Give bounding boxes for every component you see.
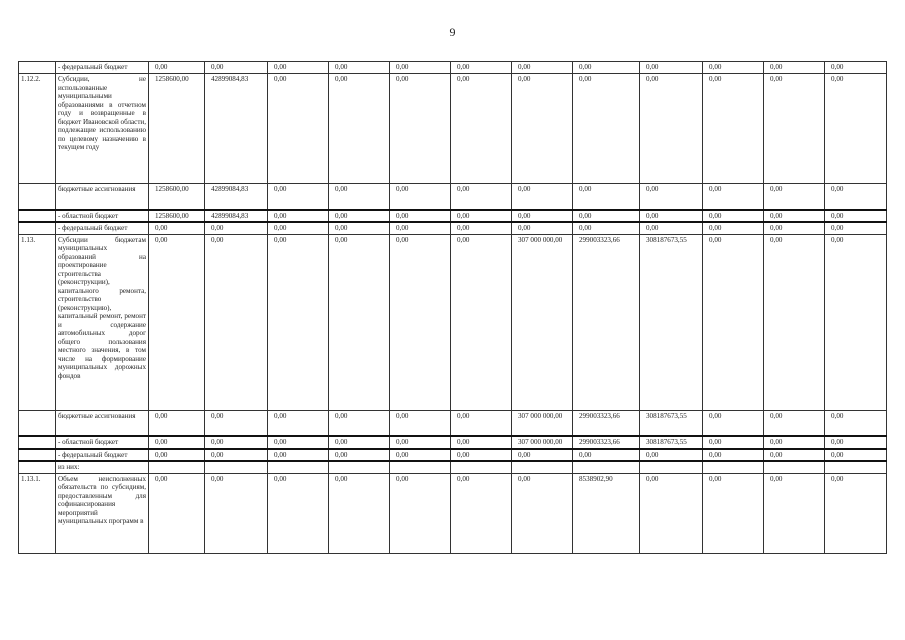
value-cell: 0,00	[451, 449, 512, 462]
row-code	[19, 461, 56, 473]
value-cell: 0,00	[640, 74, 703, 184]
row-label: из них:	[56, 461, 149, 473]
value-cell: 0,00	[205, 62, 268, 74]
value-cell: 0,00	[390, 222, 451, 234]
row-label: Объем неисполненных обязательств по субсидиям, предоставленным для софинансирования мероприятий муниципальных программ в	[56, 473, 149, 553]
value-cell: 0,00	[329, 449, 390, 462]
value-cell: 307 000 000,00	[512, 410, 573, 436]
value-cell: 0,00	[512, 74, 573, 184]
value-cell	[764, 461, 825, 473]
value-cell: 0,00	[703, 184, 764, 210]
value-cell: 0,00	[329, 184, 390, 210]
value-cell: 0,00	[205, 473, 268, 553]
value-cell: 0,00	[205, 234, 268, 410]
value-cell: 1258600,00	[149, 74, 205, 184]
table-row	[19, 74, 887, 184]
table-row	[19, 461, 887, 473]
value-cell: 0,00	[268, 210, 329, 223]
page-number: 9	[449, 25, 456, 39]
value-cell: 0,00	[573, 449, 640, 462]
value-cell: 0,00	[573, 210, 640, 223]
value-cell	[703, 461, 764, 473]
table-row	[19, 184, 887, 210]
row-code: 1.12.2.	[19, 74, 56, 184]
value-cell: 0,00	[451, 410, 512, 436]
value-cell: 308187673,55	[640, 436, 703, 449]
value-cell: 0,00	[764, 210, 825, 223]
row-code	[19, 62, 56, 74]
value-cell: 0,00	[703, 473, 764, 553]
value-cell: 0,00	[764, 234, 825, 410]
value-cell: 0,00	[825, 473, 887, 553]
value-cell: 0,00	[512, 210, 573, 223]
value-cell: 0,00	[512, 62, 573, 74]
row-label: - областной бюджет	[56, 436, 149, 449]
value-cell: 0,00	[703, 222, 764, 234]
row-code	[19, 210, 56, 223]
row-code	[19, 410, 56, 436]
value-cell: 0,00	[268, 62, 329, 74]
table-row	[19, 449, 887, 462]
value-cell: 0,00	[825, 222, 887, 234]
value-cell: 0,00	[390, 210, 451, 223]
value-cell: 0,00	[703, 210, 764, 223]
table-row	[19, 210, 887, 223]
value-cell: 0,00	[390, 449, 451, 462]
value-cell: 0,00	[512, 184, 573, 210]
value-cell: 0,00	[451, 74, 512, 184]
row-code: 1.13.	[19, 234, 56, 410]
value-cell: 0,00	[390, 184, 451, 210]
value-cell: 307 000 000,00	[512, 436, 573, 449]
value-cell: 0,00	[703, 410, 764, 436]
value-cell: 0,00	[573, 184, 640, 210]
value-cell: 0,00	[451, 222, 512, 234]
value-cell: 299003323,66	[573, 436, 640, 449]
value-cell: 1258600,00	[149, 184, 205, 210]
budget-table	[18, 61, 887, 554]
value-cell: 0,00	[703, 234, 764, 410]
row-code	[19, 222, 56, 234]
value-cell: 0,00	[268, 74, 329, 184]
value-cell: 0,00	[825, 436, 887, 449]
value-cell: 1258600,00	[149, 210, 205, 223]
value-cell: 0,00	[390, 473, 451, 553]
value-cell: 0,00	[512, 222, 573, 234]
value-cell: 0,00	[703, 436, 764, 449]
value-cell: 0,00	[149, 222, 205, 234]
value-cell: 0,00	[329, 436, 390, 449]
value-cell: 0,00	[573, 74, 640, 184]
value-cell: 0,00	[268, 436, 329, 449]
row-label: - федеральный бюджет	[56, 449, 149, 462]
value-cell: 0,00	[764, 74, 825, 184]
value-cell: 0,00	[329, 210, 390, 223]
value-cell: 0,00	[149, 449, 205, 462]
value-cell: 0,00	[451, 184, 512, 210]
row-label: бюджетные ассигнования	[56, 184, 149, 210]
value-cell: 0,00	[703, 62, 764, 74]
table-row	[19, 436, 887, 449]
row-code	[19, 436, 56, 449]
value-cell: 0,00	[329, 473, 390, 553]
value-cell: 0,00	[205, 436, 268, 449]
value-cell: 0,00	[268, 449, 329, 462]
table-row	[19, 222, 887, 234]
row-label: Субсидии бюджетам муниципальных образований на проектирование строительства (реконструкции), капитального ремонта, строительство (реконструкцию), капитальный ремонт, ремонт и содержание автомобильных дорог общего пользования местного значения, в том числе на формирование муниципальных дорожных фондов	[56, 234, 149, 410]
value-cell: 0,00	[573, 62, 640, 74]
value-cell	[205, 461, 268, 473]
value-cell: 308187673,55	[640, 234, 703, 410]
table-row	[19, 473, 887, 553]
value-cell: 299003323,66	[573, 410, 640, 436]
value-cell: 0,00	[329, 222, 390, 234]
value-cell	[451, 461, 512, 473]
value-cell: 0,00	[390, 74, 451, 184]
value-cell: 0,00	[703, 74, 764, 184]
value-cell: 0,00	[640, 473, 703, 553]
value-cell: 0,00	[825, 449, 887, 462]
value-cell: 0,00	[764, 473, 825, 553]
value-cell: 0,00	[451, 210, 512, 223]
value-cell: 0,00	[825, 210, 887, 223]
value-cell	[390, 461, 451, 473]
value-cell	[329, 461, 390, 473]
value-cell: 0,00	[825, 234, 887, 410]
value-cell: 0,00	[268, 222, 329, 234]
value-cell: 0,00	[512, 449, 573, 462]
row-label: - федеральный бюджет	[56, 222, 149, 234]
value-cell: 0,00	[329, 62, 390, 74]
value-cell: 0,00	[825, 74, 887, 184]
row-code: 1.13.1.	[19, 473, 56, 553]
table-row	[19, 410, 887, 436]
value-cell: 0,00	[205, 449, 268, 462]
value-cell: 0,00	[640, 222, 703, 234]
row-label: - областной бюджет	[56, 210, 149, 223]
value-cell: 0,00	[764, 436, 825, 449]
value-cell: 0,00	[451, 436, 512, 449]
row-code	[19, 184, 56, 210]
value-cell: 42899084,83	[205, 74, 268, 184]
value-cell: 0,00	[825, 62, 887, 74]
value-cell: 308187673,55	[640, 410, 703, 436]
value-cell: 0,00	[149, 410, 205, 436]
value-cell: 0,00	[640, 449, 703, 462]
row-label: - федеральный бюджет	[56, 62, 149, 74]
value-cell: 42899084,83	[205, 184, 268, 210]
value-cell: 0,00	[764, 449, 825, 462]
value-cell	[640, 461, 703, 473]
value-cell: 0,00	[149, 234, 205, 410]
value-cell	[573, 461, 640, 473]
value-cell: 0,00	[390, 62, 451, 74]
table-row	[19, 62, 887, 74]
value-cell: 0,00	[268, 184, 329, 210]
value-cell: 0,00	[640, 184, 703, 210]
value-cell: 0,00	[512, 473, 573, 553]
value-cell	[512, 461, 573, 473]
value-cell: 0,00	[205, 222, 268, 234]
value-cell: 0,00	[329, 74, 390, 184]
value-cell: 0,00	[764, 410, 825, 436]
row-label: Субсидии, не использованные муниципальными образованиями в отчетном году и возвращенные в бюджет Ивановской области, подлежащие использованию по целевому назначению в текущем году	[56, 74, 149, 184]
value-cell	[825, 461, 887, 473]
value-cell: 0,00	[329, 410, 390, 436]
value-cell: 0,00	[825, 184, 887, 210]
value-cell: 0,00	[390, 234, 451, 410]
value-cell: 0,00	[451, 234, 512, 410]
value-cell: 42899084,83	[205, 210, 268, 223]
value-cell: 0,00	[764, 62, 825, 74]
value-cell: 299003323,66	[573, 234, 640, 410]
value-cell: 0,00	[268, 410, 329, 436]
value-cell: 0,00	[451, 473, 512, 553]
value-cell: 0,00	[640, 62, 703, 74]
value-cell: 0,00	[764, 184, 825, 210]
value-cell: 0,00	[825, 410, 887, 436]
value-cell: 0,00	[329, 234, 390, 410]
value-cell: 0,00	[390, 410, 451, 436]
value-cell	[149, 461, 205, 473]
value-cell: 0,00	[451, 62, 512, 74]
value-cell	[268, 461, 329, 473]
value-cell: 0,00	[573, 222, 640, 234]
value-cell: 0,00	[268, 473, 329, 553]
value-cell: 0,00	[268, 234, 329, 410]
value-cell: 0,00	[149, 436, 205, 449]
value-cell: 0,00	[640, 210, 703, 223]
value-cell: 0,00	[703, 449, 764, 462]
value-cell: 8538902,90	[573, 473, 640, 553]
row-code	[19, 449, 56, 462]
value-cell: 307 000 000,00	[512, 234, 573, 410]
row-label: бюджетные ассигнования	[56, 410, 149, 436]
value-cell: 0,00	[390, 436, 451, 449]
value-cell: 0,00	[205, 410, 268, 436]
value-cell: 0,00	[764, 222, 825, 234]
value-cell: 0,00	[149, 62, 205, 74]
value-cell: 0,00	[149, 473, 205, 553]
table-row	[19, 234, 887, 410]
